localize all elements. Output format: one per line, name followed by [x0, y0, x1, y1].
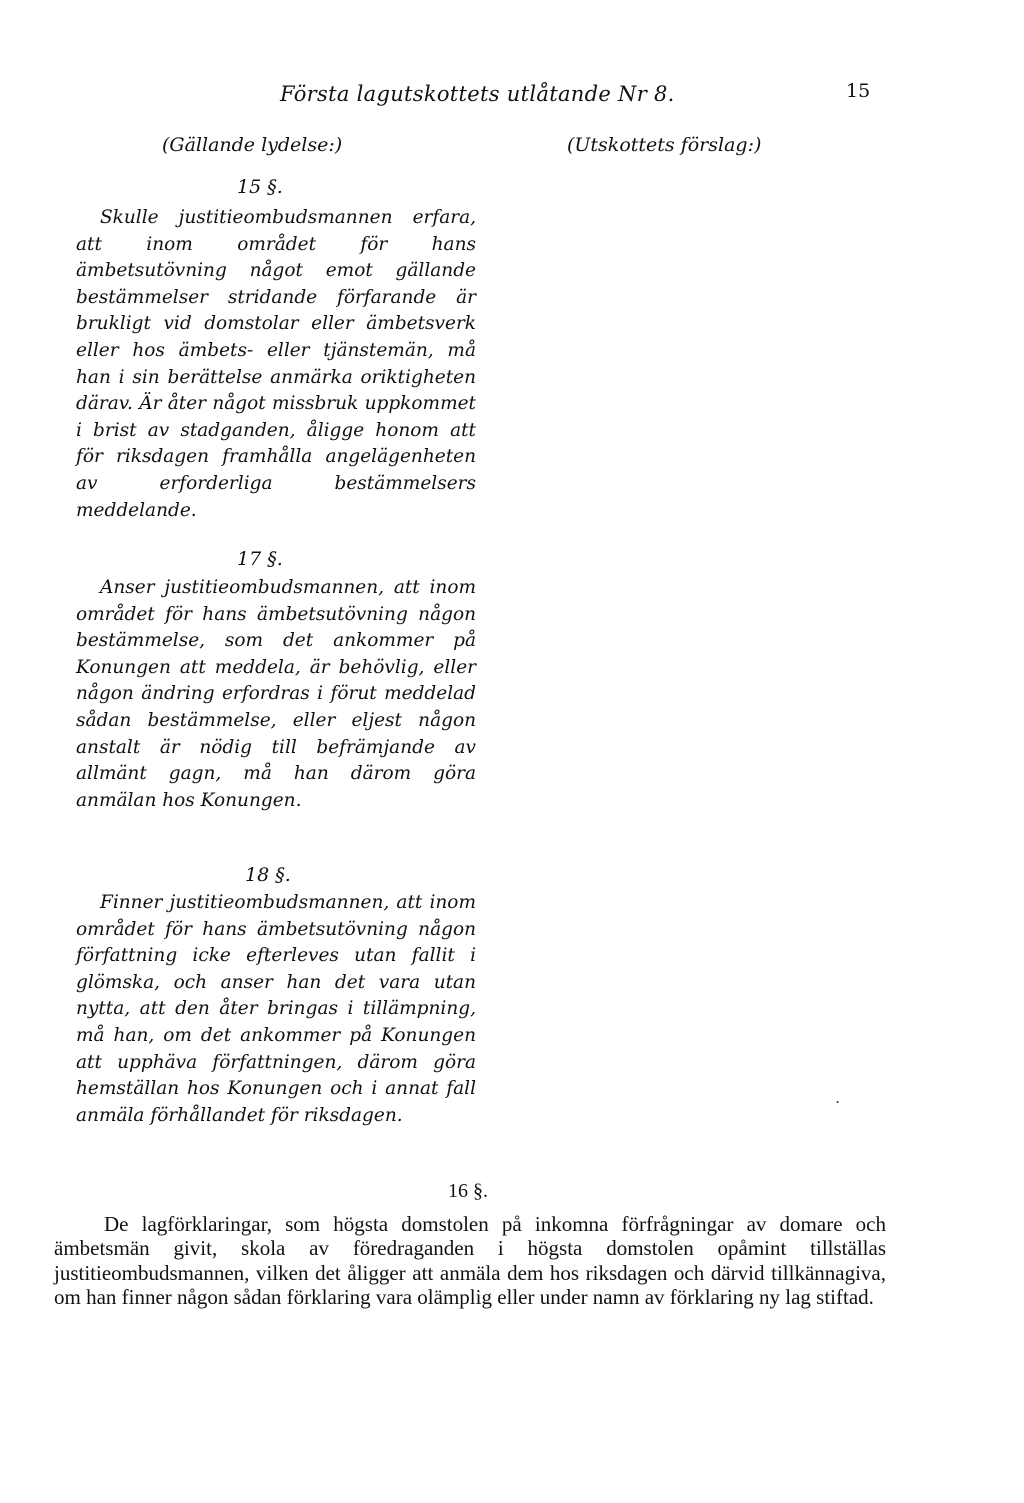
page-number: 15 — [846, 80, 871, 102]
running-head: Första lagutskottets utlåtande Nr 8. — [280, 82, 675, 106]
section-17-body — [76, 575, 476, 814]
section-15-text: Skulle justitieombudsmannen erfara, att inom området för hans ämbetsutövning något emot gällande bestämmelser stridande förfarande är brukligt vid domstolar eller ämbetsverk eller hos ämbets- eller tjänstemän, må han i sin berättelse anmärka oriktigheten därav. Är åter något missbruk uppkommet i brist av stadganden, åligge honom att för riksdagen framhålla angelägenheten av erforderliga bestämmelsers meddelande. — [76, 207, 476, 521]
section-17-text: Anser justitieombudsmannen, att inom området för hans ämbetsutövning någon bestämmelse, som det ankommer på Konungen att meddela, är behövlig, eller någon ändring erfordras i förut meddelad sådan bestämmelse, eller eljest någon anstalt är nödig till befrämjande av allmänt gagn, må han därom göra anmälan hos Konungen. — [76, 577, 476, 811]
section-17-number: 17 §. — [237, 548, 283, 570]
right-column-heading: (Utskottets förslag:) — [567, 134, 762, 156]
section-18-body — [76, 890, 476, 1129]
section-18-text: Finner justitieombudsmannen, att inom området för hans ämbetsutövning någon författning icke efterleves utan fallit i glömska, och anser han det vara utan nytta, att den åter bringas i tillämpning, må han, om det ankommer på Konungen att upphäva författningen, därom göra hemställan hos Konungen och i annat fall anmäla förhållandet för riksdagen. — [76, 892, 476, 1126]
section-15-body — [76, 205, 476, 524]
section-16-number: 16 §. — [448, 1180, 488, 1202]
section-16-body — [54, 1212, 886, 1310]
left-column-heading: (Gällande lydelse:) — [162, 134, 343, 156]
section-16-text: De lagförklaringar, som högsta domstolen på inkomna förfrågningar av domare och ämbetsmän givit, skola av föredraganden i högsta domstolen opåmint tillställas justitieombudsmannen, vilken det åligger att anmäla dem hos riksdagen och därvid tillkännagiva, om han finner någon sådan förklaring vara olämplig eller under namn av förklaring ny lag stiftad. — [54, 1212, 886, 1310]
stray-mark: . — [835, 1088, 841, 1107]
section-15-number: 15 §. — [237, 176, 283, 198]
section-18-number: 18 §. — [245, 864, 291, 886]
